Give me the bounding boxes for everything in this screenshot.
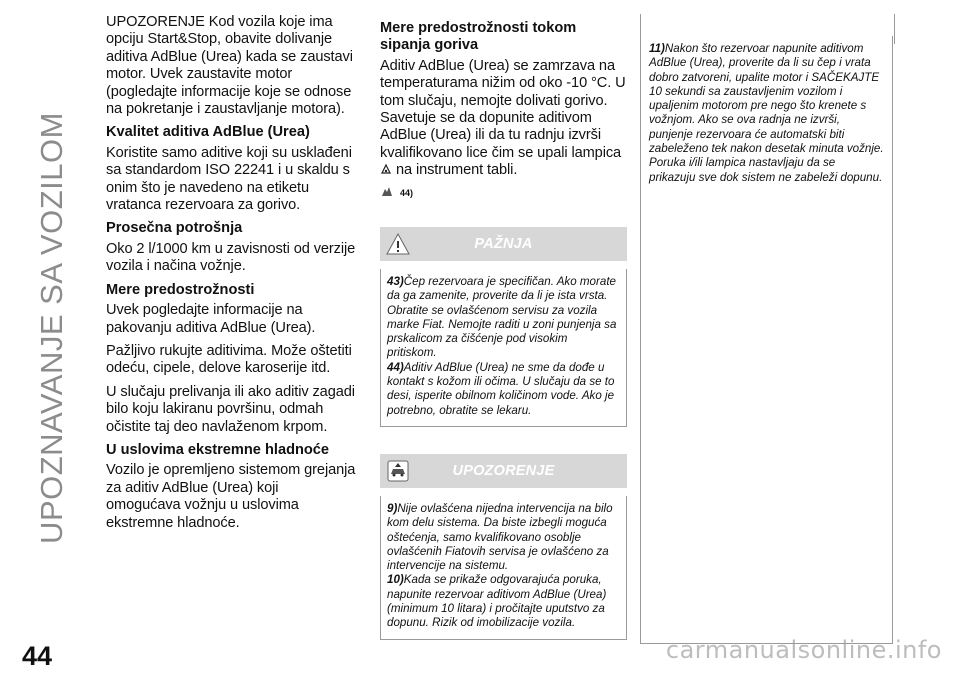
caution-item-9-text: Nije ovlašćena nijedna intervencija na bilo kom delu sistema. Da biste izbegli moguća oštećenja, samo kvalifikovano osoblje ovlašćenih Fiatovih servisa je ovlašćeno za intervencije na sistemu.: [387, 502, 613, 573]
reference-line: [380, 184, 630, 198]
caution-box: [380, 454, 627, 640]
warning-box-header: [380, 227, 627, 261]
column-middle: [380, 14, 630, 630]
warning-item-44-number: 44): [387, 360, 404, 374]
hand-pointer-icon: [380, 184, 394, 198]
reference-number: 44): [400, 187, 414, 198]
caution-item-9: [387, 502, 620, 573]
caution-item-9-number: 9): [387, 502, 398, 515]
caution-box-header: [380, 454, 627, 488]
warning-box-title: PAŽNJA: [474, 236, 533, 252]
warning-triangle-icon: [386, 232, 410, 256]
heading-refuel-precautions: Mere predostrožnosti tokom sipanja goriva: [380, 20, 577, 54]
paragraph-consumption: Oko 2 l/1000 km u zavisnosti od verzije vozila i načina vožnje.: [106, 240, 356, 275]
section-title-text: UPOZNAVANJE SA VOZILOM: [34, 112, 69, 544]
watermark: carmanualsonline.info: [665, 636, 942, 664]
adblue-lamp-icon: [380, 163, 392, 175]
note-item-11-number: 11): [649, 42, 665, 55]
warning-box-body: [380, 269, 627, 427]
warning-item-44-text: Aditiv AdBlue (Urea) ne sme da dođe u kontakt s kožom ili očima. U slučaju da se to desi, isperite obilnom količinom vode. Ako je potrebno, obratite se lekaru.: [387, 360, 615, 417]
warning-item-43-number: 43): [387, 275, 404, 288]
paragraph-precautions-3: U slučaju prelivanja ili ako aditiv zagadi bilo koju lakiranu površinu, odmah očistite taj deo navlaženom krpom.: [106, 383, 355, 435]
caution-item-10-text: Kada se prikaže odgovarajuća poruka, napunite rezervoar aditivom AdBlue (Urea) (minimum 10 litara) i pročitajte uputstvo za dopunu. Rizik od imobilizacije vozila.: [387, 573, 607, 630]
paragraph-precautions-1: Uvek pogledajte informacije na pakovanju aditiva AdBlue (Urea).: [106, 302, 316, 336]
warning-item-43: [387, 275, 620, 361]
paragraph-freeze-text: Aditiv AdBlue (Urea) se zamrzava na temperaturama nižim od oko -10 °C. U tom slučaju, nemojte dolivati gorivo. Savetuje se da dopunite aditivom AdBlue (Urea) ili da tu radnju izvrši kvalifikovano lice čim se upali lampica: [380, 57, 626, 161]
note-item-11-text: Nakon što rezervoar napunite aditivom AdBlue (Urea), proverite da li su čep i vrata dobro zatvoreni, upalite motor i SAČEKAJTE 10 sekundi sa zaustavljenim vozilom i upaljenim motorom pre nego što krenete s vožnjom. Ako se ova radnja ne izvrši, punjenje rezervoara će automatski biti zabeleženo tek nakon desetak minuta vožnje. Poruka i/ili lampica nastavljaju da se prikazuju sve dok sistem ne zabeleži dopunu.: [649, 42, 884, 184]
notes-box: [640, 36, 893, 644]
car-caution-icon: [386, 459, 410, 483]
heading-precautions: Mere predostrožnosti: [106, 281, 255, 298]
caution-box-title: UPOZORENJE: [452, 463, 555, 479]
caution-box-body: [380, 496, 627, 640]
intro-paragraph: UPOZORENJE Kod vozila koje ima opciju Start&Stop, obavite dolivanje aditiva AdBlue (Urea) kada se zaustavi motor. Uvek zaustavite motor (pogledajte informacije koje se odnose na pokretanje i zaustavljanje motora).: [106, 14, 353, 118]
heading-consumption: Prosečna potrošnja: [106, 220, 243, 237]
page-number: 44: [22, 641, 53, 671]
paragraph-freeze: [380, 58, 630, 180]
caution-item-10-number: 10): [387, 573, 404, 587]
heading-quality: Kvalitet aditiva AdBlue (Urea): [106, 124, 310, 141]
paragraph-freeze-tail: na instrument tabli.: [395, 162, 518, 179]
column-left: [106, 14, 356, 538]
paragraph-cold: Vozilo je opremljeno sistemom grejanja za aditiv AdBlue (Urea) koji omogućava vožnju u uslovima ekstremne hladnoće.: [106, 462, 356, 531]
heading-cold: U uslovima ekstremne hladnoće: [106, 441, 330, 458]
note-item-11: [649, 42, 884, 185]
warning-item-44: [387, 361, 620, 418]
caution-item-10: [387, 573, 620, 630]
warning-item-43-text: Čep rezervoara je specifičan. Ako morate da ga zamenite, proverite da li je ista vrsta. Obratite se ovlašćenom servisu za vozila marke Fiat. Nemojte raditi u zoni punjenja sa prskalicom za čišćenje pod visokim pritiskom.: [387, 275, 617, 360]
paragraph-precautions-2: Pažljivo rukujte aditivima. Može oštetiti odeću, cipele, delove karoserije itd.: [106, 342, 352, 377]
paragraph-quality: Koristite samo aditive koji su usklađeni sa standardom ISO 22241 i u skaldu s onim što je navedeno na etiketu vratanca rezervoara za gorivo.: [106, 144, 352, 214]
warning-box: [380, 227, 627, 427]
